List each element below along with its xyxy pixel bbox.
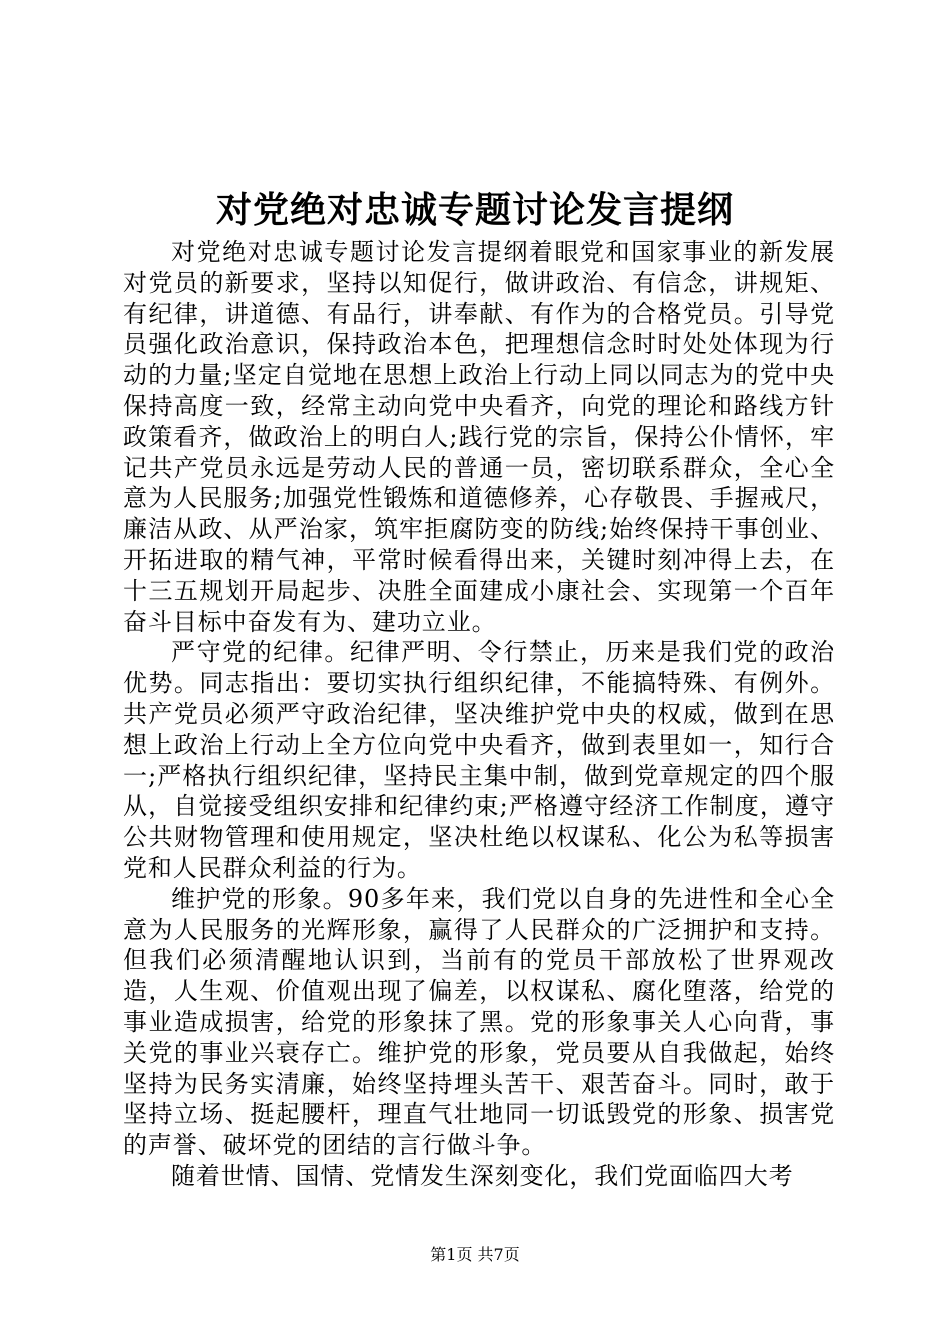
paragraph: 严守党的纪律。纪律严明、令行禁止，历来是我们党的政治优势。同志指出：要切实执行组织纪律，不能搞特殊、有例外。共产党员必须严守政治纪律，坚决维护党中央的权威，做到在思想上政治上行动上全方位向党中央看齐，做到表里如一，知行合一;严格执行组织纪律，坚持民主集中制，做到党章规定的四个服从，自觉接受组织安排和纪律约束;严格遵守经济工作制度，遵守公共财物管理和使用规定，坚决杜绝以权谋私、化公为私等损害党和人民群众利益的行为。	[123, 638, 835, 882]
paragraph: 维护党的形象。90多年来，我们党以自身的先进性和全心全意为人民服务的光辉形象，赢得了人民群众的广泛拥护和支持。但我们必须清醒地认识到，当前有的党员干部放松了世界观改造，人生观、价值观出现了偏差，以权谋私、腐化堕落，给党的事业造成损害，给党的形象抹了黑。党的形象事关人心向背，事关党的事业兴衰存亡。维护党的形象，党员要从自我做起，始终坚持为民务实清廉，始终坚持埋头苦干、艰苦奋斗。同时，敢于坚持立场、挺起腰杆，理直气壮地同一切诋毁党的形象、损害党的声誉、破坏党的团结的言行做斗争。	[123, 884, 835, 1160]
paragraph: 对党绝对忠诚专题讨论发言提纲着眼党和国家事业的新发展对党员的新要求，坚持以知促行，做讲政治、有信念，讲规矩、有纪律，讲道德、有品行，讲奉献、有作为的合格党员。引导党员强化政治意识，保持政治本色，把理想信念时时处处体现为行动的力量;坚定自觉地在思想上政治上行动上同以同志为的党中央保持高度一致，经常主动向党中央看齐，向党的理论和路线方针政策看齐，做政治上的明白人;践行党的宗旨，保持公仆情怀，牢记共产党员永远是劳动人民的普通一员，密切联系群众，全心全意为人民服务;加强党性锻炼和道德修养，心存敬畏、手握戒尺，廉洁从政、从严治家，筑牢拒腐防变的防线;始终保持干事创业、开拓进取的精气神，平常时候看得出来，关键时刻冲得上去，在十三五规划开局起步、决胜全面建成小康社会、实现第一个百年奋斗目标中奋发有为、建功立业。	[123, 238, 835, 636]
paragraph: 随着世情、国情、党情发生深刻变化，我们党面临四大考	[171, 1161, 794, 1190]
page-footer: 第1页 共7页	[430, 1245, 520, 1264]
document-title: 对党绝对忠诚专题讨论发言提纲	[215, 189, 734, 231]
document-body	[123, 237, 835, 1192]
